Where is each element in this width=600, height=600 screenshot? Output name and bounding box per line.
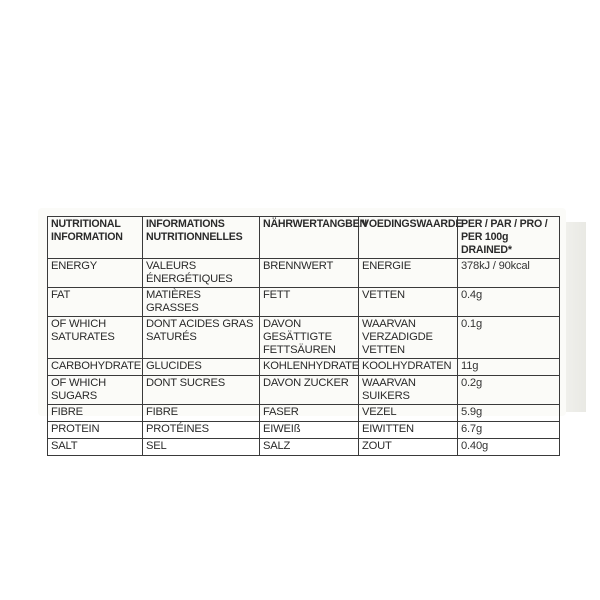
cell-german: FETT bbox=[260, 288, 359, 317]
cell-value: 0.40g bbox=[458, 439, 560, 456]
cell-english: CARBOHYDRATE bbox=[48, 359, 143, 376]
cell-french: PROTÉINES bbox=[143, 422, 260, 439]
cell-german: FASER bbox=[260, 405, 359, 422]
cell-german: DAVON ZUCKER bbox=[260, 376, 359, 405]
row-energy bbox=[48, 259, 560, 288]
cell-english: OF WHICH SATURATES bbox=[48, 317, 143, 359]
cell-german: BRENNWERT bbox=[260, 259, 359, 288]
cell-dutch: KOOLHYDRATEN bbox=[359, 359, 458, 376]
cell-english: PROTEIN bbox=[48, 422, 143, 439]
cell-french: GLUCIDES bbox=[143, 359, 260, 376]
cell-english: FIBRE bbox=[48, 405, 143, 422]
cell-english: FAT bbox=[48, 288, 143, 317]
header-row bbox=[48, 217, 560, 259]
cell-german: KOHLENHYDRATE bbox=[260, 359, 359, 376]
cell-value: 0.2g bbox=[458, 376, 560, 405]
cell-french: DONT ACIDES GRAS SATURÉS bbox=[143, 317, 260, 359]
header-per-100g: PER / PAR / PRO / PER 100g DRAINED* bbox=[458, 217, 560, 259]
cell-french: SEL bbox=[143, 439, 260, 456]
cell-value: 5.9g bbox=[458, 405, 560, 422]
cell-dutch: ZOUT bbox=[359, 439, 458, 456]
cell-german: DAVON GESÄTTIGTE FETTSÄUREN bbox=[260, 317, 359, 359]
row-saturates bbox=[48, 317, 560, 359]
cell-french: MATIÈRES GRASSES bbox=[143, 288, 260, 317]
cell-dutch: WAARVAN VERZADIGDE VETTEN bbox=[359, 317, 458, 359]
cell-dutch: EIWITTEN bbox=[359, 422, 458, 439]
cell-value: 378kJ / 90kcal bbox=[458, 259, 560, 288]
nutrition-table bbox=[47, 216, 560, 456]
header-english: NUTRITIONAL INFORMATION bbox=[48, 217, 143, 259]
header-german: NÄHRWERTANGBEN bbox=[260, 217, 359, 259]
cell-dutch: VEZEL bbox=[359, 405, 458, 422]
cell-english: OF WHICH SUGARS bbox=[48, 376, 143, 405]
row-fat bbox=[48, 288, 560, 317]
header-french: INFORMATIONS NUTRITIONNELLES bbox=[143, 217, 260, 259]
row-protein bbox=[48, 422, 560, 439]
cell-german: SALZ bbox=[260, 439, 359, 456]
row-carbohydrate bbox=[48, 359, 560, 376]
cell-english: SALT bbox=[48, 439, 143, 456]
cell-dutch: ENERGIE bbox=[359, 259, 458, 288]
header-dutch: VOEDINGSWAARDE bbox=[359, 217, 458, 259]
cell-english: ENERGY bbox=[48, 259, 143, 288]
cell-dutch: VETTEN bbox=[359, 288, 458, 317]
cell-value: 0.1g bbox=[458, 317, 560, 359]
row-salt bbox=[48, 439, 560, 456]
cell-value: 0.4g bbox=[458, 288, 560, 317]
cell-french: VALEURS ÉNERGÉTIQUES bbox=[143, 259, 260, 288]
cell-dutch: WAARVAN SUIKERS bbox=[359, 376, 458, 405]
row-fibre bbox=[48, 405, 560, 422]
cell-french: FIBRE bbox=[143, 405, 260, 422]
cell-value: 11g bbox=[458, 359, 560, 376]
cell-value: 6.7g bbox=[458, 422, 560, 439]
cell-french: DONT SUCRES bbox=[143, 376, 260, 405]
cell-german: EIWEIß bbox=[260, 422, 359, 439]
row-sugars bbox=[48, 376, 560, 405]
